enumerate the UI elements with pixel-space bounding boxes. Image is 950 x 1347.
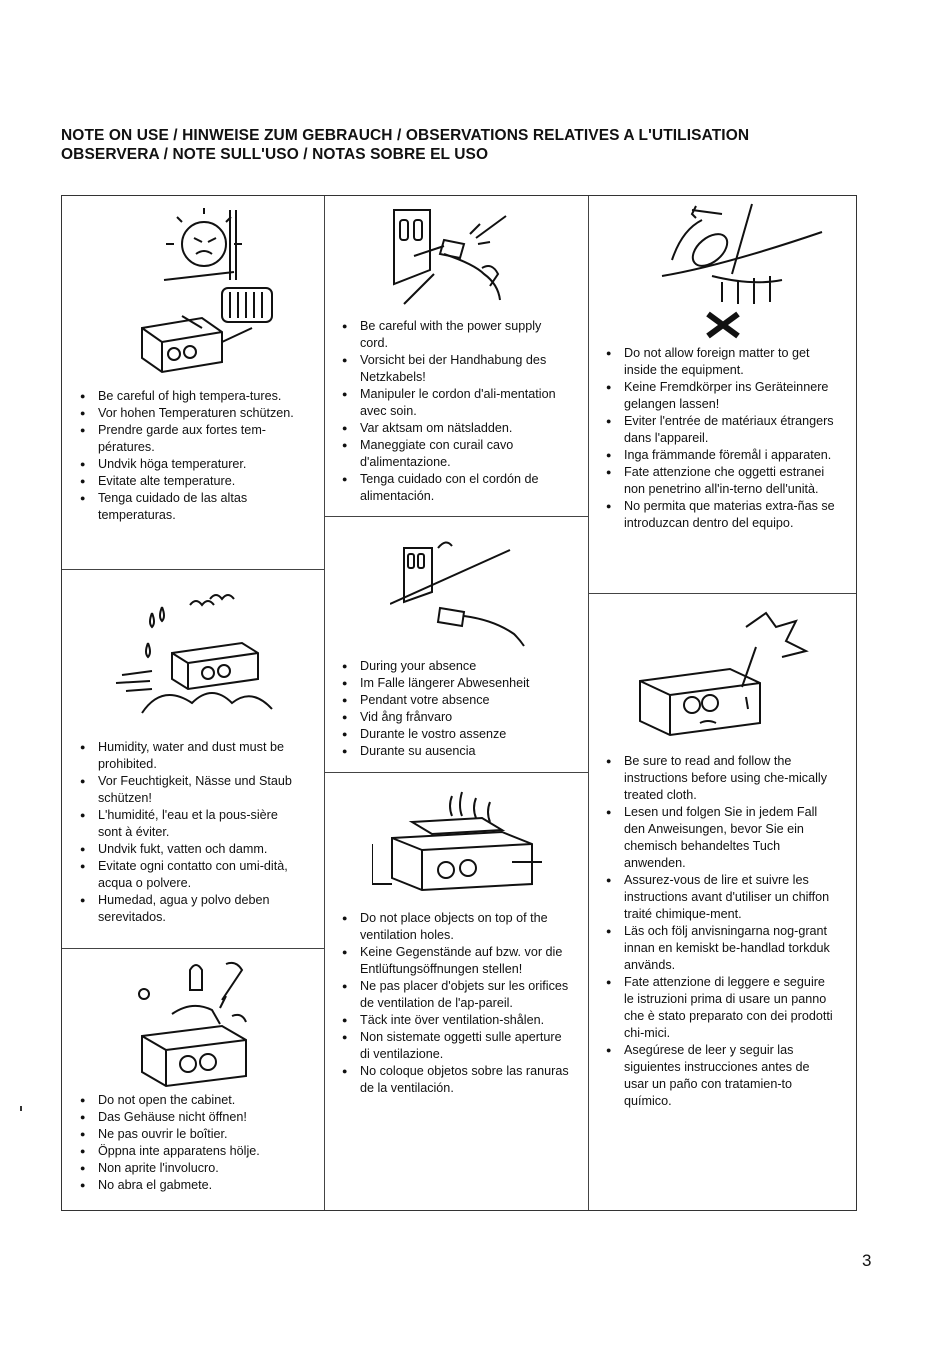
list-item: ● Keine Gegenstände auf bzw. vor die Entlüftungsöffnungen stellen! <box>342 944 572 978</box>
list-item: ● Läs och följ anvisningarna nog-grant innan en kemiskt be-handlad torkduk används. <box>606 923 836 974</box>
humidity-illustration <box>112 583 282 723</box>
heat-list <box>80 388 305 524</box>
list-item: ● No coloque objetos sobre las ranuras de la ventilación. <box>342 1063 572 1097</box>
notes-grid <box>61 195 857 1211</box>
list-item: ● Lesen und folgen Sie in jedem Fall den Anweisungen, bevor Sie ein chemisch behandeltes Tuch anwenden. <box>606 804 836 872</box>
cabinet-illustration <box>122 954 272 1094</box>
column-middle <box>324 196 589 1210</box>
list-item: ● Vor Feuchtigkeit, Nässe und Staub schützen! <box>80 773 305 807</box>
page-number: 3 <box>862 1251 872 1270</box>
panel-humidity <box>62 569 324 949</box>
list-item: ● Ne pas ouvrir le boîtier. <box>80 1126 305 1143</box>
list-item: ● During your absence <box>342 658 572 675</box>
list-item: ● Evitate ogni contatto con umi-dità, acqua o polvere. <box>80 858 305 892</box>
list-item: ● Durante su ausencia <box>342 743 572 760</box>
list-item: ● Tenga cuidado con el cordón de alimentación. <box>342 471 572 505</box>
panel-absence <box>324 516 588 773</box>
list-item: ● No abra el gabmete. <box>80 1177 305 1194</box>
list-item: ● Assurez-vous de lire et suivre les instructions avant d'utiliser un chiffon traité chimique-ment. <box>606 872 836 923</box>
chemical-cloth-illustration <box>636 607 816 737</box>
column-right <box>588 196 856 1210</box>
humidity-list <box>80 739 305 926</box>
cord-list <box>342 318 572 505</box>
list-item: ● Durante le vostro assenze <box>342 726 572 743</box>
list-item: ● Do not place objects on top of the ventilation holes. <box>342 910 572 944</box>
list-item: ● Das Gehäuse nicht öffnen! <box>80 1109 305 1126</box>
list-item: ● Undvik fukt, vatten och damm. <box>80 841 305 858</box>
list-item: ● Ne pas placer d'objets sur les orifices de ventilation de l'ap-pareil. <box>342 978 572 1012</box>
cabinet-list <box>80 1092 305 1194</box>
heading-line-1: NOTE ON USE / HINWEISE ZUM GEBRAUCH / OBSERVATIONS RELATIVES A L'UTILISATION <box>61 127 750 144</box>
list-item: ● Pendant votre absence <box>342 692 572 709</box>
list-item: ● Evitate alte temperature. <box>80 473 305 490</box>
heat-illustration <box>112 208 292 378</box>
list-item: ● Be sure to read and follow the instructions before using che-mically treated cloth. <box>606 753 836 804</box>
panel-ventilation <box>324 772 588 1210</box>
list-item: ● Maneggiate con curail cavo d'alimentazione. <box>342 437 572 471</box>
list-item: ● Be careful with the power supply cord. <box>342 318 572 352</box>
list-item: ● Tenga cuidado de las altas temperaturas. <box>80 490 305 524</box>
list-item: ● Undvik höga temperaturer. <box>80 456 305 473</box>
panel-cloth <box>588 593 856 1210</box>
column-left <box>62 196 325 1210</box>
list-item: ● Humedad, agua y polvo deben serevitados. <box>80 892 305 926</box>
list-item: ● Non sistemate oggetti sulle aperture di ventilazione. <box>342 1029 572 1063</box>
foreign-matter-illustration <box>642 200 832 340</box>
list-item: ● Prendre garde aux fortes tem-pératures. <box>80 422 305 456</box>
list-item: ● Fate attenzione che oggetti estranei non penetrino all'in-terno dell'unità. <box>606 464 836 498</box>
list-item: ● Var aktsam om nätsladden. <box>342 420 572 437</box>
panel-foreign <box>588 196 856 594</box>
ventilation-illustration <box>372 788 552 908</box>
list-item: ● Fate attenzione di leggere e seguire le istruzioni prima di usare un panno che è stato preparato con dei prodotti chi-mici. <box>606 974 836 1042</box>
list-item: ● Do not allow foreign matter to get inside the equipment. <box>606 345 836 379</box>
ventilation-list <box>342 910 572 1097</box>
list-item: ● Do not open the cabinet. <box>80 1092 305 1109</box>
list-item: ● Im Falle längerer Abwesenheit <box>342 675 572 692</box>
foreign-list <box>606 345 836 532</box>
list-item: ● Inga främmande föremål i apparaten. <box>606 447 836 464</box>
list-item: ● Manipuler le cordon d'ali-mentation avec soin. <box>342 386 572 420</box>
list-item: ● Humidity, water and dust must be prohibited. <box>80 739 305 773</box>
list-item: ● Keine Fremdkörper ins Geräteinnere gelangen lassen! <box>606 379 836 413</box>
unplugged-illustration <box>390 528 530 648</box>
list-item: ● Vid ång frånvaro <box>342 709 572 726</box>
list-item: ● Non aprite l'involucro. <box>80 1160 305 1177</box>
page-heading <box>61 126 881 164</box>
list-item: ● Vor hohen Temperaturen schützen. <box>80 405 305 422</box>
list-item: ● No permita que materias extra-ñas se introduzcan dentro del equipo. <box>606 498 836 532</box>
list-item: ● Öppna inte apparatens hölje. <box>80 1143 305 1160</box>
list-item: ● Asegúrese de leer y seguir las siguientes instrucciones antes de usar un paño con tratamien-to químico. <box>606 1042 836 1110</box>
list-item: ● Täck inte över ventilation-shålen. <box>342 1012 572 1029</box>
panel-heat <box>62 196 324 570</box>
power-cord-illustration <box>384 204 534 316</box>
list-item: ● Vorsicht bei der Handhabung des Netzkabels! <box>342 352 572 386</box>
list-item: ● Be careful of high tempera-tures. <box>80 388 305 405</box>
list-item: ● L'humidité, l'eau et la pous-sière sont à éviter. <box>80 807 305 841</box>
cloth-list <box>606 753 836 1110</box>
margin-mark <box>20 1106 22 1111</box>
panel-cabinet <box>62 948 324 1210</box>
heading-line-2: OBSERVERA / NOTE SULL'USO / NOTAS SOBRE EL USO <box>61 146 489 163</box>
panel-cord <box>324 196 588 517</box>
list-item: ● Eviter l'entrée de matériaux étrangers dans l'appareil. <box>606 413 836 447</box>
absence-list <box>342 658 572 760</box>
